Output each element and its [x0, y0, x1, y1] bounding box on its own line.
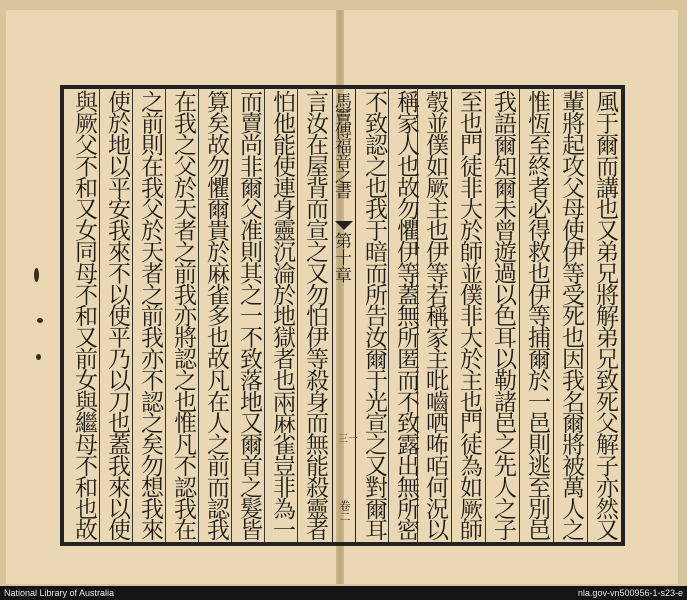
text-column-10: 怕他能使連身靈沉淪於地獄者也兩麻雀豈非為一	[269, 90, 295, 540]
text-column-11: 而賣尚非爾父准則其之一不致落地又爾首之髮皆	[236, 90, 262, 540]
column-rule	[132, 89, 133, 542]
text-column-16: 與厥父不和又女同母不和又前女與繼母不和也故	[71, 90, 97, 540]
column-rule	[99, 89, 100, 542]
text-column-7: 稱家人也故勿懼伊等蓋無所匿而不致露出無所密	[393, 90, 419, 540]
column-rule	[297, 89, 298, 542]
text-column-8: 不致認之也我于暗而所告汝爾于光宣之又對爾耳	[361, 90, 387, 540]
column-rule	[451, 89, 452, 542]
footer-credit: National Library of Australia	[4, 588, 115, 598]
text-column-4: 我語爾知爾未曾遊過以色耳以勒諸邑之先人之子	[490, 90, 516, 540]
column-rule	[264, 89, 265, 542]
column-rule	[198, 89, 199, 542]
footer-id: nla.gov-vn500956-1-s23-e	[577, 588, 683, 598]
column-rule	[553, 89, 554, 542]
text-column-13: 在我之父於天者之前我亦將認之也惟凡不認我在	[170, 90, 196, 540]
text-column-12: 算矣故勿懼爾貴於麻雀多也故凡在人之前而認我	[203, 90, 229, 540]
text-column-15: 使於地以平安我來不以使平乃以刀也蓋我來以使	[104, 90, 130, 540]
footer-bar	[0, 587, 687, 600]
text-column-5: 至也門徒非大於師並僕非大於主也門徒為如厥師	[456, 90, 482, 540]
text-column-9: 言汝在屋背而宣之又勿怕伊等殺身而無能殺靈者	[302, 90, 328, 540]
column-rule	[519, 89, 520, 542]
volume-label: 卷二	[338, 500, 351, 522]
column-rule	[587, 89, 588, 542]
book-title: 馬竇傳福音之書	[331, 92, 351, 197]
column-rule	[231, 89, 232, 542]
folio-number: 三一	[338, 434, 358, 445]
text-column-1: 風于爾而講也又弟兄將解弟兄致死父解子亦然又	[592, 90, 618, 540]
text-column-3: 惟恆至終者必得救也伊等捕爾於一邑則逃至別邑	[524, 90, 550, 540]
column-rule	[165, 89, 166, 542]
text-column-6: 彀並僕如厥主也伊等若稱家主吡嚙哂咘咟何況以	[422, 90, 448, 540]
column-rule	[485, 89, 486, 542]
text-column-14: 之前則在我父於天者之前我亦不認之矣勿想我來	[137, 90, 163, 540]
text-column-2: 輩將起攻父母使伊等受死也因我名爾將被萬人之	[558, 90, 584, 540]
chapter-label: 第十章	[331, 232, 351, 283]
